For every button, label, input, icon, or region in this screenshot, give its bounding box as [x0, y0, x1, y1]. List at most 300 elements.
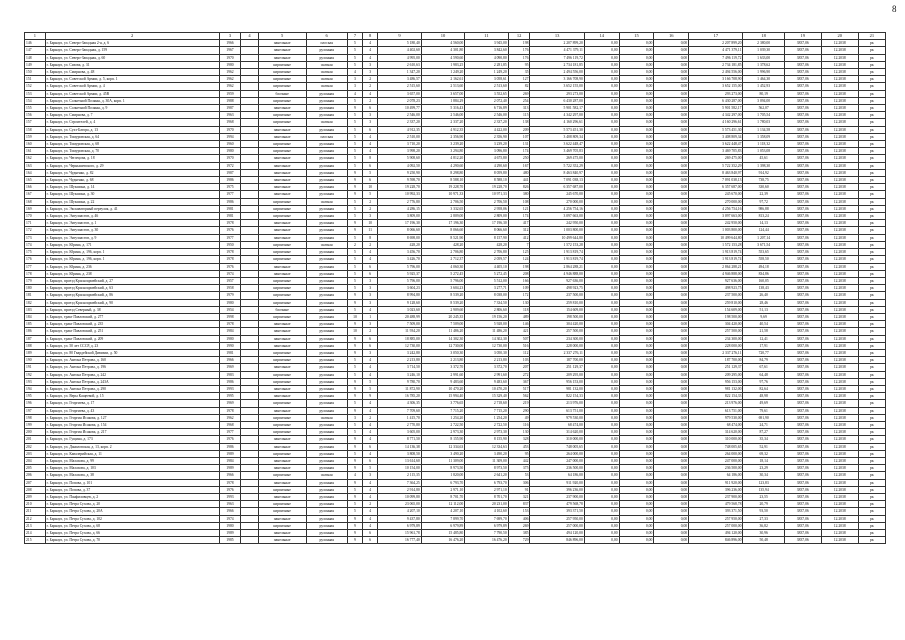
table-cell: кирпичные [258, 112, 306, 119]
table-cell: 412 [508, 234, 530, 241]
table-cell: 9 [347, 335, 362, 342]
table-cell [241, 76, 258, 83]
table-cell: 313 [508, 105, 530, 112]
table-cell: 269 [508, 90, 530, 97]
table-cell: рулонная [306, 385, 347, 392]
table-cell: 441 [508, 177, 530, 184]
table-cell: 11 934,20 [378, 328, 421, 335]
table-cell: 0,00 [619, 457, 654, 464]
table-cell: 0,00 [584, 313, 619, 320]
table-cell: 8 298,80 [421, 169, 464, 176]
table-row [25, 47, 886, 54]
table-cell: рулонная [306, 227, 347, 234]
table-cell: панельные [258, 393, 306, 400]
table-cell: 259 810,00 [530, 299, 584, 306]
table-cell: рк [858, 450, 885, 457]
table-cell: 3 605,00 [378, 429, 421, 436]
table-cell: 0,00 [584, 537, 619, 544]
table-cell: 1980 [219, 522, 241, 529]
table-cell: 8 066,60 [465, 227, 508, 234]
table-cell [241, 241, 258, 248]
table-cell: 1 378,62 [743, 61, 784, 68]
table-cell: 12 112,00 [421, 501, 464, 508]
table-cell: 1 913 819,74 [689, 256, 743, 263]
table-cell: панельные [258, 184, 306, 191]
table-row [25, 141, 886, 148]
table-cell: 562 [508, 393, 530, 400]
table-cell: рк [858, 97, 885, 104]
table-row [25, 385, 886, 392]
table-cell: 269 475,00 [689, 155, 743, 162]
table-cell: г. Барнаул, ул. Юрина, д. 196, корп. 1 [45, 256, 219, 263]
table-cell: 0,00 [584, 421, 619, 428]
table-row [25, 61, 886, 68]
table-cell: г. Барнаул, проезд Северный, д. 38 [45, 306, 219, 313]
table-cell: 3837,06 [784, 169, 821, 176]
table-cell: 12.2038 [821, 436, 858, 443]
table-cell: 1989 [219, 465, 241, 472]
table-cell: 257 500,00 [530, 328, 584, 335]
table-cell: 4 [363, 407, 378, 414]
table-cell: 9 [347, 227, 362, 234]
table-cell: 0,00 [584, 126, 619, 133]
table-cell: рк [858, 313, 885, 320]
table-cell: 5 908,60 [378, 155, 421, 162]
table-cell: 0,00 [584, 400, 619, 407]
table-cell: 0,00 [619, 263, 654, 270]
table-cell: 3837,06 [784, 371, 821, 378]
table-cell: 0,00 [654, 421, 689, 428]
table-cell: рк [858, 141, 885, 148]
table-cell: 1993 [219, 385, 241, 392]
table-cell: 846 896,00 [530, 537, 584, 544]
table-cell: 204 [25, 457, 46, 464]
table-row [25, 515, 886, 522]
table-cell: 16 476,20 [421, 537, 464, 544]
table-cell: 0,00 [584, 191, 619, 198]
table-cell: г. Барнаул, ул. Антона Петрова, д. 160 [45, 357, 219, 364]
table-cell: 0,00 [619, 486, 654, 493]
table-cell: 12.2038 [821, 457, 858, 464]
table-cell: 822 154,33 [530, 393, 584, 400]
table-cell: кирпичные [258, 400, 306, 407]
table-cell: 214 [25, 530, 46, 537]
table-cell: кирпичные [258, 378, 306, 385]
table-cell [241, 421, 258, 428]
table-cell: кирпичные [258, 299, 306, 306]
table-cell: 2 207 899,20 [689, 40, 743, 47]
table-cell: 8 059,80 [465, 169, 508, 176]
table-cell: 9 [347, 385, 362, 392]
table-cell: 3 332,65 [421, 205, 464, 212]
table-cell: 194 [25, 385, 46, 392]
table-cell: рк [858, 220, 885, 227]
table-cell: рк [858, 421, 885, 428]
table-cell: 8 701,70 [465, 494, 508, 501]
table-cell: 3 023,60 [378, 306, 421, 313]
table-cell: 5 [347, 126, 362, 133]
table-cell: 846 896,00 [689, 537, 743, 544]
table-cell: рулонная [306, 205, 347, 212]
table-cell: 209 295,00 [689, 371, 743, 378]
table-cell: г. Барнаул, ул. Петра Сухова, д. 66 [45, 530, 219, 537]
table-cell [241, 443, 258, 450]
column-number-13: 13 [530, 33, 584, 40]
table-cell: 310 000,00 [689, 436, 743, 443]
table-cell: г. Барнаул, ул. Антона Петрова, д. 196 [45, 364, 219, 371]
table-cell: 0,00 [584, 234, 619, 241]
table-cell: 1 358,09 [743, 133, 784, 140]
table-cell: рк [858, 508, 885, 515]
table-cell: 826 [508, 184, 530, 191]
table-cell: 2 971,10 [465, 486, 508, 493]
table-cell: рк [858, 270, 885, 277]
table-cell: 185 [25, 321, 46, 328]
table-cell: 5 [347, 141, 362, 148]
table-cell: 196 [25, 400, 46, 407]
table-cell: г. Барнаул, ул. Чеглецова, д. 18 [45, 155, 219, 162]
table-cell: панельные [258, 465, 306, 472]
table-cell: 190 [25, 357, 46, 364]
table-cell [241, 112, 258, 119]
table-cell [241, 234, 258, 241]
table-cell: 3837,06 [784, 220, 821, 227]
table-cell: кирпичные [258, 285, 306, 292]
table-cell: 3837,06 [784, 378, 821, 385]
table-cell: 748 005,65 [689, 443, 743, 450]
table-cell: 5 901 582,17 [689, 105, 743, 112]
table-cell: 1 134,58 [743, 126, 784, 133]
table-cell: 3 [363, 61, 378, 68]
table-cell: 2 909,60 [421, 306, 464, 313]
table-cell: 1962 [219, 69, 241, 76]
table-cell: 0,00 [654, 227, 689, 234]
table-cell: рулонная [306, 357, 347, 364]
table-cell: 0,00 [654, 494, 689, 501]
table-row [25, 97, 886, 104]
table-cell: 11 [363, 227, 378, 234]
table-cell: 0,00 [619, 256, 654, 263]
table-cell: рк [858, 414, 885, 421]
table-cell: 2 706,50 [421, 198, 464, 205]
table-cell: 2 864 288,21 [689, 263, 743, 270]
table-cell: рк [858, 292, 885, 299]
table-cell: 20 231,00 [465, 501, 508, 508]
table-cell: 0,00 [619, 313, 654, 320]
table-cell: 1 780,03 [743, 119, 784, 126]
table-cell: 0,00 [654, 472, 689, 479]
table-row [25, 479, 886, 486]
table-cell: 3 [347, 414, 362, 421]
table-cell: 251 129,37 [689, 364, 743, 371]
table-cell: рулонная [306, 97, 347, 104]
table-cell: 0,00 [654, 321, 689, 328]
table-cell: 8 973,50 [421, 465, 464, 472]
table-cell: рулонная [306, 429, 347, 436]
table-cell: 12.2038 [821, 205, 858, 212]
table-cell: 12.2038 [821, 270, 858, 277]
table-cell: 257 000,00 [689, 522, 743, 529]
table-cell: 4 [363, 306, 378, 313]
table-row [25, 530, 886, 537]
table-row [25, 306, 886, 313]
table-cell: 1 633,00 [743, 54, 784, 61]
table-cell: 8 [363, 155, 378, 162]
table-cell: 3 294,80 [421, 148, 464, 155]
table-cell: 4 675,80 [465, 155, 508, 162]
table-row [25, 148, 886, 155]
table-cell: 4 090,80 [465, 54, 508, 61]
table-cell: 254 [508, 97, 530, 104]
table-cell: 0,00 [654, 40, 689, 47]
housing-register-table [24, 32, 886, 544]
table-cell: 9 [347, 530, 362, 537]
table-cell: 956 153,00 [689, 378, 743, 385]
table-row [25, 54, 886, 61]
table-cell: 30,34 [743, 472, 784, 479]
table-cell: 163 [25, 162, 46, 169]
table-cell: 1981 [219, 213, 241, 220]
table-cell: 20,79 [743, 501, 784, 508]
table-cell: 245 670,00 [689, 191, 743, 198]
table-cell: 182 [25, 299, 46, 306]
table-cell: 3 [363, 112, 378, 119]
table-cell: 242 950,00 [689, 220, 743, 227]
table-cell: 9 [347, 349, 362, 356]
table-cell: 0,00 [584, 335, 619, 342]
table-cell: 2 722,50 [465, 421, 508, 428]
table-cell: 10 499 644,80 [530, 234, 584, 241]
table-cell: кирпичные [258, 371, 306, 378]
table-cell: 15 329,40 [465, 393, 508, 400]
table-cell [241, 69, 258, 76]
table-cell: 613 751,00 [689, 407, 743, 414]
table-cell: 0,00 [619, 76, 654, 83]
table-cell: 12.2038 [821, 47, 858, 54]
table-cell: 0,00 [654, 270, 689, 277]
table-cell: 0,00 [619, 155, 654, 162]
table-cell: 12.2038 [821, 429, 858, 436]
table-cell: 12.2038 [821, 407, 858, 414]
table-cell: 237 500,00 [689, 292, 743, 299]
table-cell: г. Барнаул, ул. Юрина, д. 171 [45, 241, 219, 248]
table-cell: 1976 [219, 486, 241, 493]
table-cell: 3837,06 [784, 393, 821, 400]
table-row [25, 364, 886, 371]
table-cell: 1 003 800,00 [689, 227, 743, 234]
table-cell: 1978 [219, 256, 241, 263]
table-cell: г. Барнаул, ул. Попова, д. 101 [45, 479, 219, 486]
table-cell: панельные [258, 220, 306, 227]
table-cell [241, 249, 258, 256]
table-cell: 981 132,00 [530, 385, 584, 392]
table-cell: 3 408 809,34 [530, 133, 584, 140]
column-number-15: 15 [619, 33, 654, 40]
table-cell: 3 [363, 69, 378, 76]
table-cell: 911 920,00 [689, 479, 743, 486]
table-cell: г. Барнаул, ул. 80 Гвардейской Дивизии, д. 50 [45, 349, 219, 356]
table-cell: 3 776,65 [421, 400, 464, 407]
table-cell: 5 [347, 486, 362, 493]
table-cell: рк [858, 494, 885, 501]
table-cell: 2 162,61 [421, 76, 464, 83]
table-cell: 0,00 [654, 263, 689, 270]
table-cell: 12.2038 [821, 357, 858, 364]
table-cell: 0,00 [619, 465, 654, 472]
table-cell: 4 160 296,61 [689, 119, 743, 126]
table-cell: 162 [25, 155, 46, 162]
table-cell: 130 [508, 429, 530, 436]
table-cell [241, 429, 258, 436]
table-cell: 4 405,10 [465, 263, 508, 270]
table-cell: 4 471 379,11 [689, 47, 743, 54]
table-cell: 0,00 [584, 306, 619, 313]
table-cell: 4 [363, 429, 378, 436]
table-row [25, 421, 886, 428]
table-cell: 5 [347, 285, 362, 292]
table-cell: 5 512,00 [465, 277, 508, 284]
table-cell: 0,00 [584, 105, 619, 112]
table-cell: 12 730,00 [421, 342, 464, 349]
table-cell: 1 913 819,74 [689, 249, 743, 256]
table-cell: 1968 [219, 119, 241, 126]
table-cell [241, 105, 258, 112]
table-cell: 0,00 [619, 270, 654, 277]
table-cell: 0,00 [654, 112, 689, 119]
table-cell: 12.2038 [821, 69, 858, 76]
table-cell: 12.2038 [821, 191, 858, 198]
table-cell: 1984 [219, 328, 241, 335]
table-cell: г. Барнаул, ул. Даниловская, д. 13, корп. 2 [45, 443, 219, 450]
table-cell [241, 61, 258, 68]
table-cell: 3837,06 [784, 537, 821, 544]
table-cell [241, 407, 258, 414]
table-cell: 186 [25, 328, 46, 335]
table-cell: 3837,06 [784, 126, 821, 133]
table-cell: 12.2038 [821, 126, 858, 133]
table-cell: 12.2038 [821, 342, 858, 349]
table-cell: рк [858, 393, 885, 400]
table-cell: 174 [25, 241, 46, 248]
table-cell: 3 239,20 [421, 141, 464, 148]
table-cell: 8 521,90 [421, 234, 464, 241]
table-cell: г. Барнаул, ул. Юрина, д. 236 [45, 263, 219, 270]
table-cell: панельные [258, 436, 306, 443]
table-cell: 3837,06 [784, 335, 821, 342]
table-cell: 3 456,70 [378, 249, 421, 256]
table-cell: 5 316,43 [421, 105, 464, 112]
table-cell: 2 546,00 [421, 112, 464, 119]
table-cell: 1984 [219, 457, 241, 464]
table-cell: 0,00 [619, 306, 654, 313]
table-cell: 8 588,10 [421, 177, 464, 184]
table-cell: 12.2038 [821, 177, 858, 184]
table-cell: г. Барнаул, ул. Сухэ-Батора, д. 13 [45, 126, 219, 133]
table-cell: 20 488,99 [378, 313, 421, 320]
table-cell: 3837,06 [784, 465, 821, 472]
table-cell: 9 780,70 [378, 378, 421, 385]
table-cell: 729 [508, 537, 530, 544]
table-cell: рк [858, 177, 885, 184]
table-row [25, 220, 886, 227]
table-row [25, 263, 886, 270]
table-cell: рк [858, 299, 885, 306]
table-cell: 2 494 556,00 [530, 69, 584, 76]
table-cell: 3 372,70 [421, 364, 464, 371]
column-number-8: 8 [363, 33, 378, 40]
table-cell: 4 946 888,00 [530, 270, 584, 277]
table-cell: 0,00 [584, 414, 619, 421]
table-cell: 130 [508, 299, 530, 306]
table-cell: 6 430 287,00 [689, 97, 743, 104]
table-cell: 0,00 [619, 328, 654, 335]
table-cell: плоская [306, 133, 347, 140]
table-cell: 5 [363, 169, 378, 176]
table-cell: 396 236,00 [689, 486, 743, 493]
table-cell: 3 809,00 [378, 213, 421, 220]
table-cell: 157 [25, 119, 46, 126]
table-cell: 9 [347, 292, 362, 299]
table-cell: 3837,06 [784, 429, 821, 436]
table-cell: 0,00 [654, 508, 689, 515]
table-cell: 0,00 [619, 530, 654, 537]
table-cell: 494 120,00 [689, 530, 743, 537]
table-cell: рулонная [306, 501, 347, 508]
table-cell: 19 228,70 [378, 184, 421, 191]
table-cell: рк [858, 40, 885, 47]
table-cell: 1 118,32 [743, 141, 784, 148]
table-cell: г. Барнаул, ул. Петра Сухова, д. 20А [45, 508, 219, 515]
table-cell: 1986 [219, 198, 241, 205]
table-cell: 9 [347, 522, 362, 529]
table-cell: 9 [347, 479, 362, 486]
table-cell: рулонная [306, 263, 347, 270]
table-cell: 138 [508, 119, 530, 126]
table-cell: 3837,06 [784, 177, 821, 184]
table-cell [241, 205, 258, 212]
table-cell: г. Барнаул, ул. Юрина, д. 238 [45, 270, 219, 277]
table-cell: г. Барнаул, ул. Северо-Западная, д. 159 [45, 47, 219, 54]
table-cell: 9,69 [743, 313, 784, 320]
table-cell: 14 302,30 [421, 335, 464, 342]
table-cell: 0,00 [584, 407, 619, 414]
table-cell: 0,00 [584, 328, 619, 335]
table-cell: 3837,06 [784, 407, 821, 414]
table-cell: кирпичные [258, 249, 306, 256]
table-cell: 1990 [219, 342, 241, 349]
table-cell: г. Барнаул, ул. Георгия Исакова, д. 154 [45, 421, 219, 428]
table-cell: 0,00 [584, 292, 619, 299]
table-cell: 0,00 [619, 277, 654, 284]
table-row [25, 508, 886, 515]
table-cell: кирпичные [258, 97, 306, 104]
table-cell: 3 [363, 285, 378, 292]
table-cell: 1974 [219, 270, 241, 277]
table-cell: 8 698,00 [378, 234, 421, 241]
table-cell: 0,00 [584, 205, 619, 212]
table-cell: 95 [508, 61, 530, 68]
table-cell: 0,00 [584, 508, 619, 515]
table-cell: рк [858, 112, 885, 119]
table-cell: 211 [25, 508, 46, 515]
table-cell [241, 47, 258, 54]
table-cell: рулонная [306, 299, 347, 306]
table-cell: 12.2038 [821, 486, 858, 493]
table-row [25, 40, 886, 47]
table-cell: рк [858, 364, 885, 371]
table-cell: г. Барнаул, ул. Юрина, д. 196, корп. 1 [45, 249, 219, 256]
column-number-18: 18 [743, 33, 784, 40]
